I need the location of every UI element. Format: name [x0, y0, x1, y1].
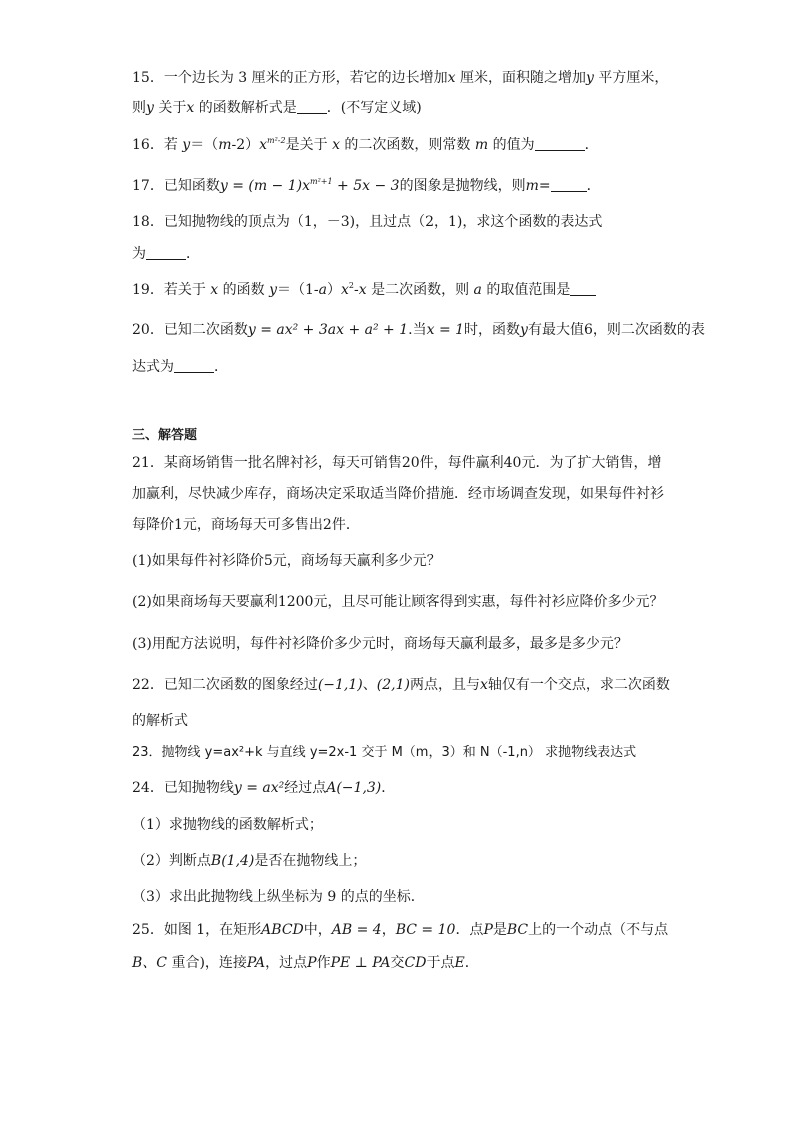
text: 于点 — [426, 955, 455, 971]
text: 重合)，连接 — [167, 955, 247, 971]
var: y — [182, 137, 191, 153]
formula: y = ax² — [233, 780, 285, 796]
text: 为 — [132, 246, 146, 262]
text: 达式为 — [132, 359, 174, 375]
text: 的二次函数，则常数 — [339, 137, 475, 153]
var: x — [341, 282, 349, 298]
q21-line1: 21．某商场销售一批名牌衬衫，每天可销售20件，每件赢利40元．为了扩大销售，增 — [132, 455, 662, 471]
var: PA — [246, 955, 266, 971]
exponent: m²+1 — [310, 177, 333, 186]
q24-sub1: （1）求抛物线的函数解析式； — [132, 817, 323, 833]
text: 时，函数 — [464, 322, 521, 338]
text: ．点 — [455, 922, 484, 938]
var: x — [479, 677, 488, 693]
q25-line1 — [132, 920, 692, 940]
exponent: 2 — [348, 281, 354, 290]
var: P — [483, 922, 493, 938]
value: 6 — [583, 322, 593, 338]
text: = — [538, 178, 551, 194]
q21-part1: (1)如果每件衬衫降价5元，商场每天赢利多少元？ — [132, 553, 441, 569]
var: E — [454, 955, 465, 971]
q18-line2 — [132, 244, 692, 264]
text: 平方厘米， — [593, 70, 669, 86]
text: 25．如图 1，在矩形 — [132, 922, 262, 938]
text: ． — [186, 246, 200, 262]
text: 两点，且与 — [409, 677, 480, 693]
text: 15．一个边长为 3 厘米的正方形，若它的边长增加 — [132, 70, 448, 86]
q19-line — [132, 280, 692, 300]
text: ． — [584, 137, 599, 153]
text: 的图象是抛物线，则 — [399, 178, 526, 194]
exponent: m²-2 — [267, 136, 286, 145]
q18-line1: 18．已知抛物线的顶点为（1，－3)，且过点（2，1)，求这个函数的表达式 — [132, 214, 603, 230]
text: 22．已知二次函数的图象经过 — [132, 677, 318, 693]
var: x — [259, 137, 268, 153]
text: 有最大值 — [527, 322, 584, 338]
formula: y = ax² + 3ax + a² + 1 — [247, 322, 409, 338]
answer-blank[interactable] — [570, 281, 596, 296]
section-heading: 三、解答题 — [132, 428, 198, 443]
q21-part2: (2)如果商场每天要赢利1200元，且尽可能让顾客得到实惠，每件衬衫应降价多少元？ — [132, 594, 664, 610]
var: y — [585, 70, 594, 86]
text: ＝（ — [190, 137, 219, 153]
var: y — [146, 100, 154, 116]
answer-blank[interactable] — [551, 177, 587, 192]
text: 是关于 — [285, 137, 333, 153]
text: 轴仅有一个交点，求二次函数 — [487, 677, 670, 693]
answer-blank[interactable] — [146, 245, 186, 260]
var: m — [525, 178, 539, 194]
text: 关于 — [153, 100, 187, 116]
answer-blank[interactable] — [535, 136, 585, 151]
q21-part3: (3)用配方法说明，每件衬衫降价多少元时，商场每天赢利最多，最多是多少元？ — [132, 636, 628, 652]
text: ＝（1- — [277, 282, 319, 298]
text: ，过点 — [265, 955, 308, 971]
text: 19．若关于 — [132, 282, 211, 298]
text: 是否在抛物线上； — [254, 853, 367, 869]
text: ，则二次函数的表 — [592, 322, 705, 338]
q15-line2 — [132, 98, 692, 118]
text: 的函数 — [218, 282, 270, 298]
text: 的函数解析式是 — [194, 100, 297, 116]
text: 作 — [316, 955, 331, 971]
formula: x = 1 — [426, 322, 465, 338]
var: x — [358, 282, 367, 298]
q24-sub3: （3）求出此抛物线上纵坐标为 9 的点的坐标． — [132, 889, 425, 905]
text: 的值为 — [488, 137, 535, 153]
var: BC — [506, 922, 529, 938]
text: 则 — [132, 100, 146, 116]
text: ． — [381, 780, 396, 796]
answer-blank[interactable] — [174, 358, 214, 373]
var: y — [269, 282, 277, 298]
text: 经过点 — [284, 780, 327, 796]
formula-tail: + 5x − 3 — [332, 178, 400, 194]
q20-line2 — [132, 357, 692, 377]
formula: AB = 4 — [331, 922, 382, 938]
text: ． — [214, 359, 228, 375]
var: CD — [404, 955, 427, 971]
q23-line: 23．抛物线 y=ax²+k 与直线 y=2x-1 交于 M（m，3）和 N（-1,n） 求抛物线表达式 — [132, 745, 637, 760]
text: ． — [586, 178, 601, 194]
text: 上的一个动点（不与点 — [528, 922, 669, 938]
text: 厘米，面积随之增加 — [455, 70, 586, 86]
q24-line — [132, 778, 692, 798]
var: m — [218, 137, 232, 153]
formula: y = (m − 1)x — [219, 178, 311, 194]
text: -2） — [231, 137, 260, 153]
text: 17．已知函数 — [132, 178, 220, 194]
q15-line1 — [132, 68, 692, 88]
q22-line2: 的解析式 — [132, 713, 188, 729]
text: .当 — [408, 322, 427, 338]
q22-line1 — [132, 675, 692, 695]
var: x — [210, 282, 219, 298]
point: (−1,1) — [317, 677, 363, 693]
var: x — [447, 70, 456, 86]
formula: BC = 10 — [395, 922, 456, 938]
text: 是二次函数，则 — [366, 282, 474, 298]
point: A(−1,3) — [326, 780, 382, 796]
text: 24．已知抛物线 — [132, 780, 234, 796]
point: B(1,4) — [210, 853, 255, 869]
var: x — [186, 100, 195, 116]
var: m — [474, 137, 489, 153]
text: 的取值范围是 — [481, 282, 571, 298]
text: （2）判断点 — [132, 853, 211, 869]
q16-line — [132, 135, 692, 155]
answer-blank[interactable] — [297, 99, 327, 114]
var: a — [318, 282, 327, 298]
text: 交 — [390, 955, 405, 971]
q21-line2: 加赢利，尽快减少库存，商场决定采取适当降价措施．经市场调查发现，如果每件衬衫 — [132, 486, 664, 502]
q21-line3: 每降价1元，商场每天可多售出2件． — [132, 517, 360, 533]
q20-line1 — [132, 320, 705, 340]
var: P — [307, 955, 317, 971]
var: x — [332, 137, 340, 153]
text: ） — [327, 282, 341, 298]
text: 中， — [303, 922, 332, 938]
text: ．(不写定义域) — [326, 100, 422, 116]
var: a — [473, 282, 482, 298]
q17-line — [132, 176, 692, 196]
q24-sub2 — [132, 851, 692, 871]
text: - — [354, 282, 359, 298]
text: ． — [464, 955, 479, 971]
text: ， — [381, 922, 396, 938]
text: 20．已知二次函数 — [132, 322, 248, 338]
point: (2,1) — [376, 677, 410, 693]
var: y — [520, 322, 528, 338]
text: 是 — [492, 922, 507, 938]
text: 16．若 — [132, 137, 183, 153]
q25-line2 — [132, 953, 692, 973]
text: 、 — [362, 677, 377, 693]
formula: PE ⊥ PA — [330, 955, 391, 971]
var: ABCD — [261, 922, 304, 938]
var: B、C — [132, 955, 167, 971]
